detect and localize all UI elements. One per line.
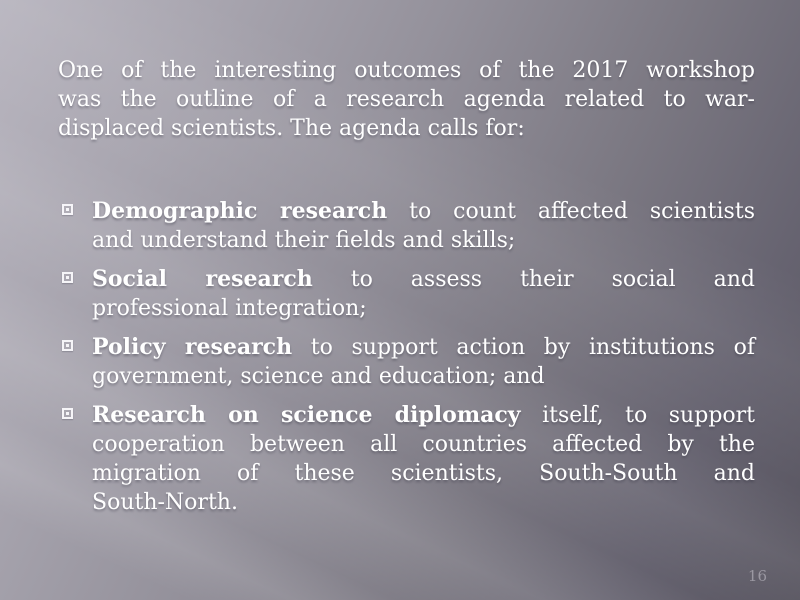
intro-line-1: One of the interesting outcomes of the 2017 workshop	[58, 58, 755, 83]
bullet-first-line	[92, 401, 755, 430]
bullet-text-line: and understand their fields and skills;	[92, 228, 516, 253]
bullet-item-social-research	[58, 265, 755, 323]
bullet-item-science-diplomacy-research	[58, 401, 755, 517]
bullet-lead-rest: to count affected scientists	[409, 199, 755, 224]
intro-paragraph	[58, 56, 755, 143]
bullet-first-line	[92, 333, 755, 362]
square-bullet-icon	[62, 204, 73, 215]
bullet-bold-lead: Demographic research	[92, 198, 388, 224]
bullet-bold-lead: Research on science diplomacy	[92, 402, 521, 428]
bullet-item-demographic-research	[58, 197, 755, 255]
square-bullet-icon	[62, 340, 73, 351]
page-number: 16	[747, 567, 767, 585]
bullet-lead-rest: itself, to support	[542, 403, 755, 428]
bullet-text-line: migration of these scientists, South-South and	[92, 461, 755, 486]
bullet-bold-lead: Social research	[92, 266, 313, 292]
square-bullet-icon	[62, 408, 73, 419]
slide-content	[58, 56, 755, 527]
square-bullet-dot	[66, 208, 69, 211]
bullet-text-line: professional integration;	[92, 296, 367, 321]
square-bullet-dot	[66, 344, 69, 347]
square-bullet-dot	[66, 412, 69, 415]
bullet-text-line: government, science and education; and	[92, 364, 545, 389]
square-bullet-dot	[66, 276, 69, 279]
bullet-first-line	[92, 197, 755, 226]
bullet-list	[58, 197, 755, 517]
bullet-item-policy-research	[58, 333, 755, 391]
bullet-first-line	[92, 265, 755, 294]
intro-line-2: was the outline of a research agenda related to war-	[58, 87, 755, 112]
square-bullet-icon	[62, 272, 73, 283]
bullet-lead-rest: to support action by institutions of	[310, 335, 755, 360]
bullet-bold-lead: Policy research	[92, 334, 293, 360]
intro-line-3: displaced scientists. The agenda calls for:	[58, 116, 525, 141]
bullet-text-line: cooperation between all countries affected by the	[92, 432, 755, 457]
bullet-text-line: South-North.	[92, 490, 238, 515]
bullet-lead-rest: to assess their social and	[350, 267, 755, 292]
